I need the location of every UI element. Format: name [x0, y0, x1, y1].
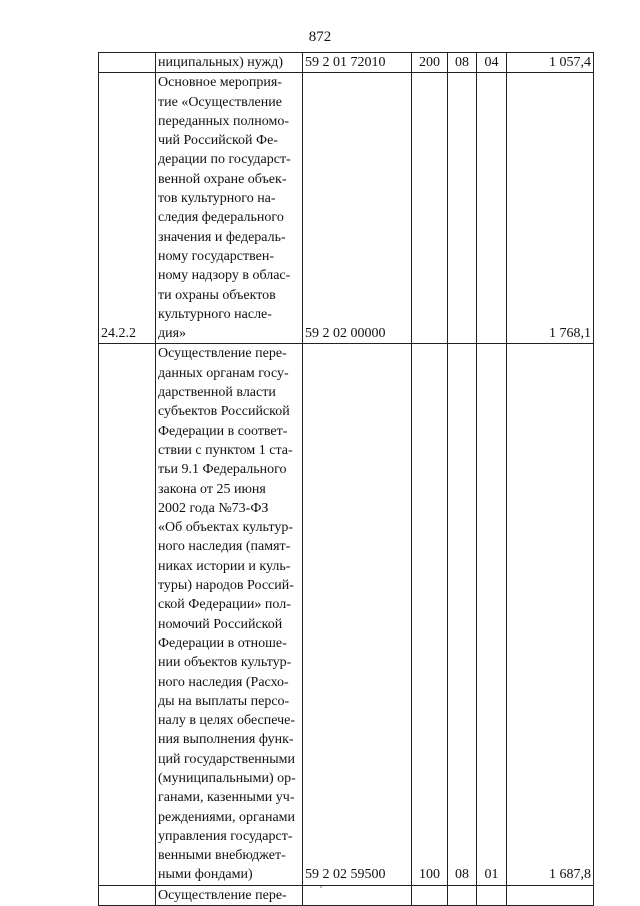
- amount: 1 768,1: [507, 73, 594, 344]
- row-name: Основное мероприя- тие «Осуществление переданных полномо- чий Российской Фе- дерации по государст- венной охране объек- тов культурного на- следия федерального значения и федераль- ному государствен- ному надзору в облас- ти охраны объектов культурного насле- дия»: [156, 73, 303, 344]
- expense-type-code: 100: [412, 344, 448, 885]
- table-row: [99, 344, 594, 885]
- section-code: 08: [448, 53, 477, 73]
- subsection-code: [477, 73, 507, 344]
- amount: 1 687,8: [507, 344, 594, 885]
- target-article-code: 59 2 02 59500: [303, 344, 412, 885]
- section-code: 08: [448, 344, 477, 885]
- amount: 1 057,4: [507, 53, 594, 73]
- row-name: ниципальных) нужд): [156, 53, 303, 73]
- row-name: Осуществление пере- данных органам госу- дарственной власти субъектов Российской Федерации в соответ- ствии с пунктом 1 ста- тьи 9.1 Федерального закона от 25 июня 2002 года №73-ФЗ «Об объектах культур- ного наследия (памят- никах истории и куль- туры) народов Россий- ской Федерации» пол- номочий Российской Федерации в отноше- нии объектов культур- ного наследия (Расхо- ды на выплаты персо- налу в целях обеспече- ния выполнения функ- ций государственными (муниципальными) ор- ганами, казенными уч- реждениями, органами управления государст- венными внебюджет- ными фондами): [156, 344, 303, 885]
- expense-type-code: 200: [412, 53, 448, 73]
- expense-type-code: [412, 73, 448, 344]
- table-row: [99, 53, 594, 73]
- subsection-code: 04: [477, 53, 507, 73]
- subsection-code: 01: [477, 344, 507, 885]
- table-row: [99, 73, 594, 344]
- row-number: 24.2.2: [99, 73, 156, 344]
- scan-speck: [320, 886, 322, 888]
- page-number: 872: [308, 29, 332, 45]
- row-number: [99, 344, 156, 885]
- target-article-code: 59 2 02 00000: [303, 73, 412, 344]
- row-number: [99, 53, 156, 73]
- budget-table: [98, 52, 594, 906]
- row-name: Осуществление пере-: [156, 885, 303, 905]
- section-code: [448, 73, 477, 344]
- target-article-code: 59 2 01 72010: [303, 53, 412, 73]
